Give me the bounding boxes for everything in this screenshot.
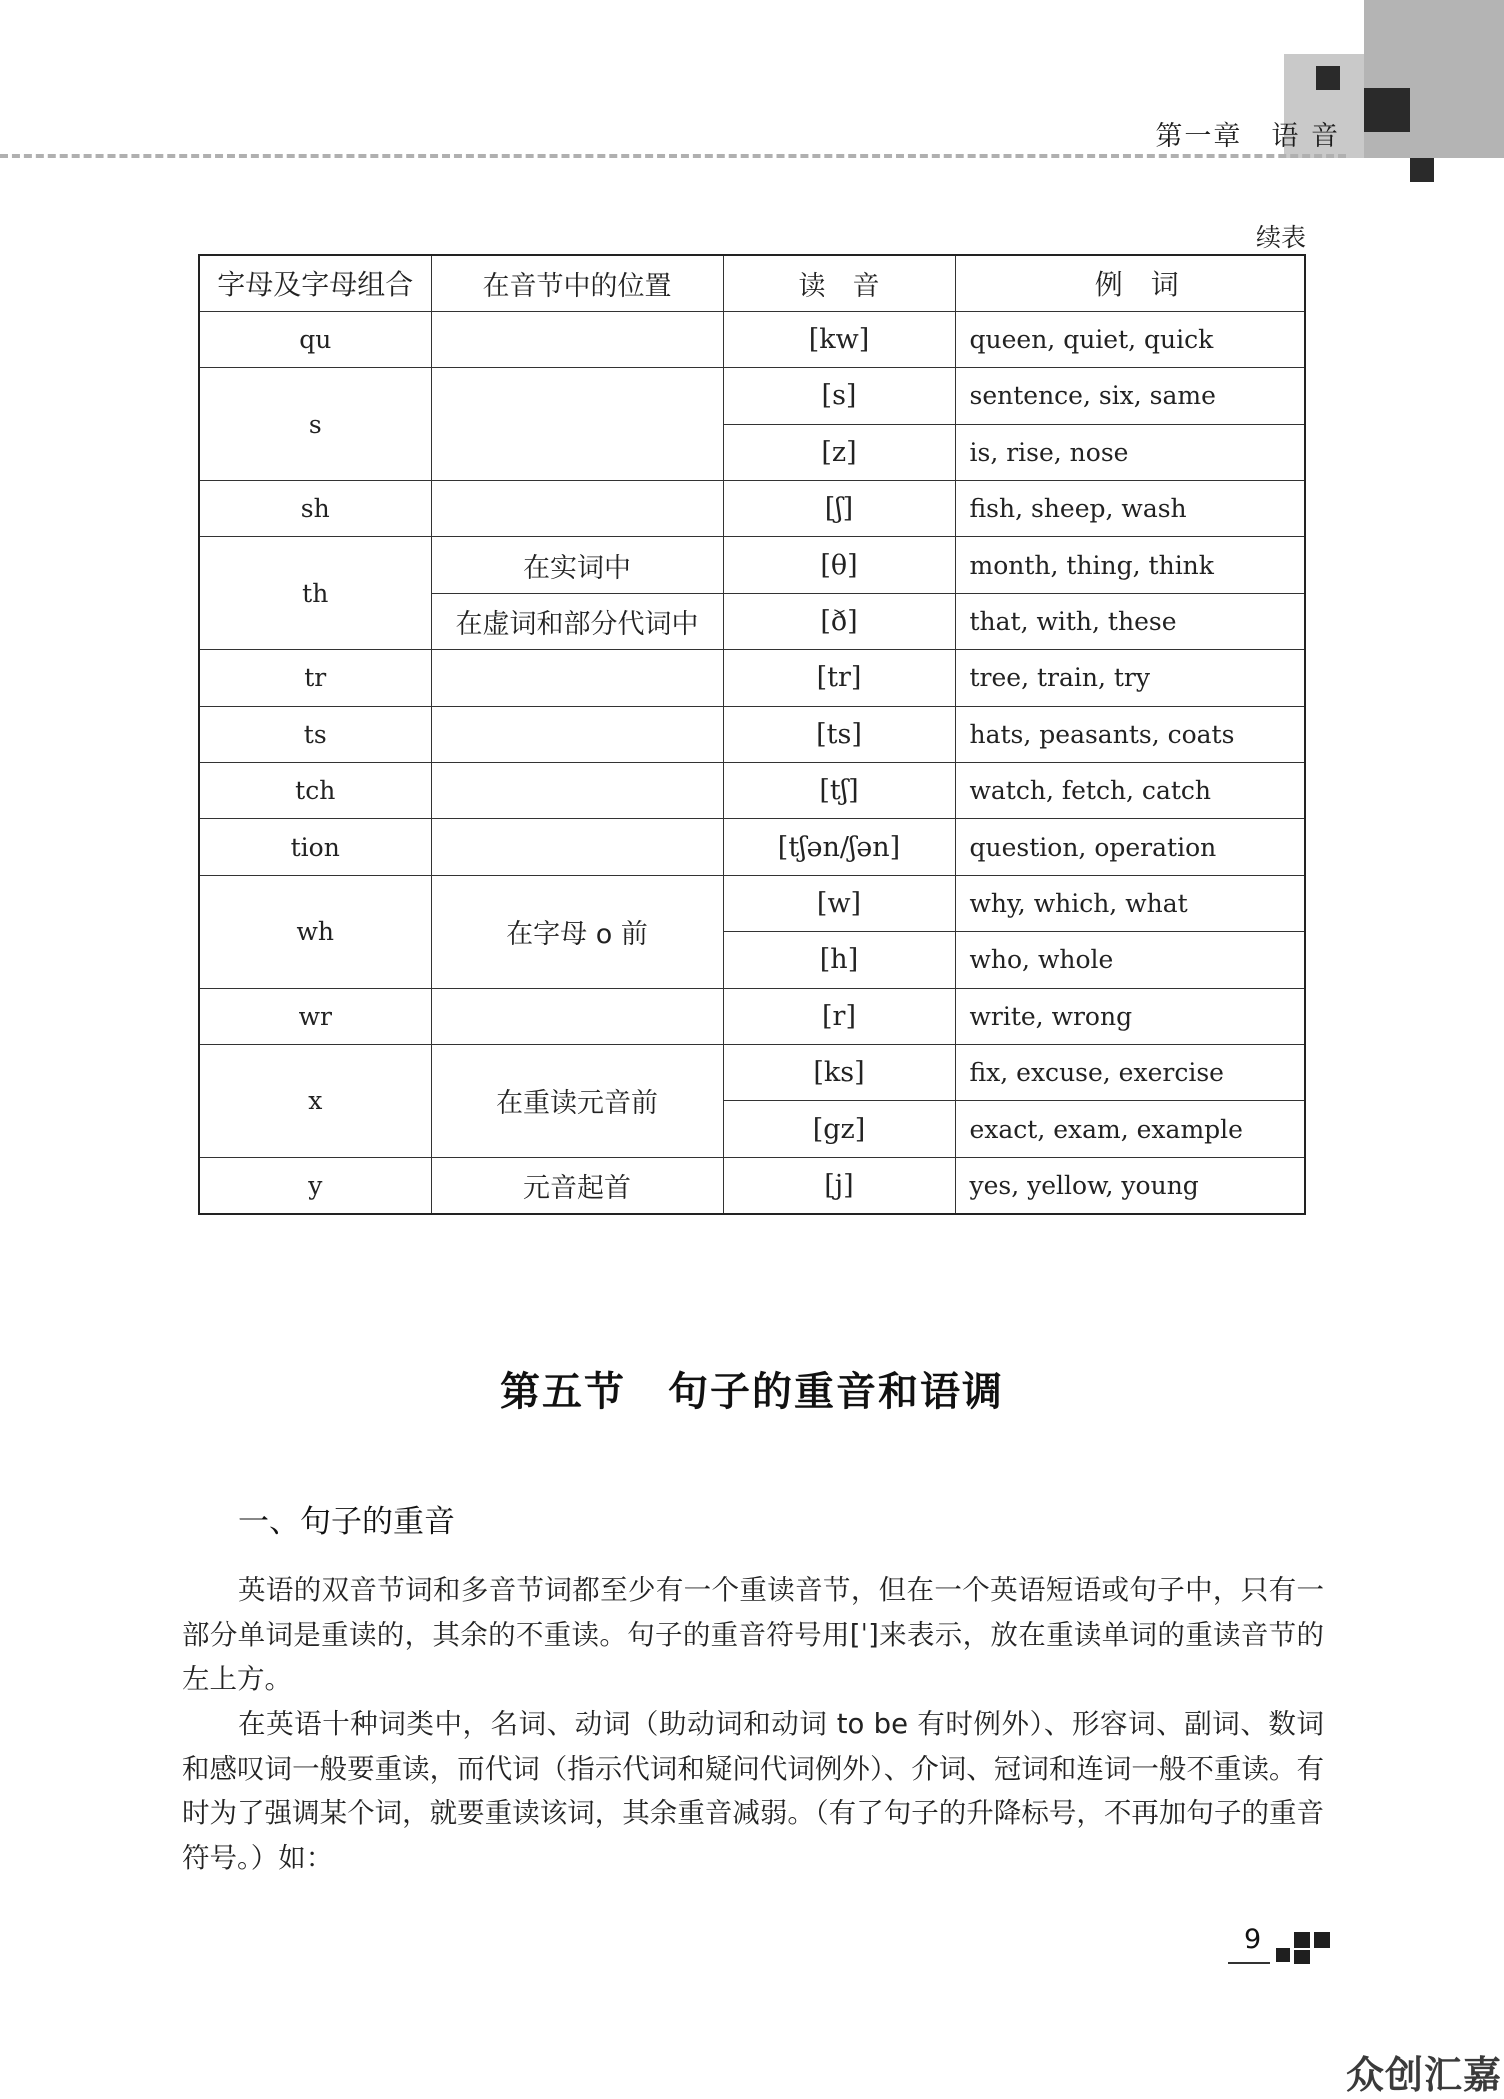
examples-cell: why, which, what bbox=[955, 875, 1305, 931]
examples-cell: hats, peasants, coats bbox=[955, 706, 1305, 762]
examples-cell: who, whole bbox=[955, 932, 1305, 988]
examples-cell: tree, train, try bbox=[955, 650, 1305, 706]
ipa-cell: [r] bbox=[723, 988, 955, 1044]
table-header-row bbox=[199, 255, 1305, 311]
letter-cell: tr bbox=[199, 650, 431, 706]
examples-cell: queen, quiet, quick bbox=[955, 311, 1305, 367]
position-cell bbox=[431, 706, 723, 762]
examples-cell: exact, exam, example bbox=[955, 1101, 1305, 1157]
table-row bbox=[199, 650, 1305, 706]
table-row bbox=[199, 1044, 1305, 1100]
phonics-table bbox=[198, 254, 1306, 1215]
page-number: 9 bbox=[1244, 1924, 1262, 1955]
position-cell: 在实词中 bbox=[431, 537, 723, 593]
examples-cell: yes, yellow, young bbox=[955, 1157, 1305, 1213]
column-header-examples: 例 词 bbox=[955, 255, 1305, 311]
header-decoration-square-3 bbox=[1410, 158, 1434, 182]
position-cell: 在虚词和部分代词中 bbox=[431, 593, 723, 649]
ipa-cell: [h] bbox=[723, 932, 955, 988]
position-cell bbox=[431, 763, 723, 819]
page-number-underline bbox=[1228, 1962, 1270, 1964]
ipa-cell: [θ] bbox=[723, 537, 955, 593]
table-continued-label: 续表 bbox=[1255, 223, 1306, 252]
letter-cell: sh bbox=[199, 481, 431, 537]
ipa-cell: [w] bbox=[723, 875, 955, 931]
examples-cell: that, with, these bbox=[955, 593, 1305, 649]
ipa-cell: [ʃ] bbox=[723, 481, 955, 537]
paragraph-2: 在英语十种词类中，名词、动词（助动词和动词 to be 有时例外）、形容词、副词、数词和感叹词一般要重读，而代词（指示代词和疑问代词例外）、介词、冠词和连词一般不重读。有时为了强调某个词，就要重读该词，其余重音减弱。（有了句子的升降标号，不再加句子的重音符号。）如： bbox=[182, 1708, 1324, 1874]
table-row bbox=[199, 763, 1305, 819]
page-number-square-4 bbox=[1314, 1932, 1330, 1948]
table-row bbox=[199, 368, 1305, 424]
ipa-cell: [gz] bbox=[723, 1101, 955, 1157]
ipa-cell: [j] bbox=[723, 1157, 955, 1213]
table-row bbox=[199, 1157, 1305, 1213]
page-number-square-3 bbox=[1294, 1950, 1310, 1964]
position-cell: 在重读元音前 bbox=[431, 1044, 723, 1157]
position-cell bbox=[431, 988, 723, 1044]
position-cell bbox=[431, 650, 723, 706]
examples-cell: write, wrong bbox=[955, 988, 1305, 1044]
column-header-letter: 字母及字母组合 bbox=[199, 255, 431, 311]
letter-cell: ts bbox=[199, 706, 431, 762]
paragraph-1: 英语的双音节词和多音节词都至少有一个重读音节，但在一个英语短语或句子中，只有一部分单词是重读的，其余的不重读。句子的重音符号用[ˈ]来表示，放在重读单词的重读音节的左上方。 bbox=[182, 1574, 1324, 1695]
column-header-position: 在音节中的位置 bbox=[431, 255, 723, 311]
ipa-cell: [tʃ] bbox=[723, 763, 955, 819]
subheading: 一、句子的重音 bbox=[238, 1504, 455, 1540]
position-cell bbox=[431, 311, 723, 367]
position-cell: 元音起首 bbox=[431, 1157, 723, 1213]
table-row bbox=[199, 819, 1305, 875]
letter-cell: x bbox=[199, 1044, 431, 1157]
examples-cell: question, operation bbox=[955, 819, 1305, 875]
ipa-cell: [tʃən/ʃən] bbox=[723, 819, 955, 875]
ipa-cell: [ts] bbox=[723, 706, 955, 762]
letter-cell: s bbox=[199, 368, 431, 481]
ipa-cell: [tr] bbox=[723, 650, 955, 706]
letter-cell: tion bbox=[199, 819, 431, 875]
header-dashed-line bbox=[0, 154, 1346, 158]
examples-cell: month, thing, think bbox=[955, 537, 1305, 593]
page-number-square-1 bbox=[1276, 1948, 1290, 1962]
chapter-title: 第一章 语 音 bbox=[1155, 121, 1340, 152]
letter-cell: y bbox=[199, 1157, 431, 1213]
position-cell bbox=[431, 368, 723, 481]
examples-cell: fix, excuse, exercise bbox=[955, 1044, 1305, 1100]
examples-cell: fish, sheep, wash bbox=[955, 481, 1305, 537]
letter-cell: qu bbox=[199, 311, 431, 367]
examples-cell: is, rise, nose bbox=[955, 424, 1305, 480]
section-title: 第五节 句子的重音和语调 bbox=[500, 1368, 1004, 1415]
table-row bbox=[199, 481, 1305, 537]
table-row bbox=[199, 311, 1305, 367]
letter-cell: wr bbox=[199, 988, 431, 1044]
column-header-sound: 读 音 bbox=[723, 255, 955, 311]
examples-cell: watch, fetch, catch bbox=[955, 763, 1305, 819]
watermark-logo: 众创汇嘉 bbox=[1346, 2053, 1503, 2097]
table-row bbox=[199, 706, 1305, 762]
letter-cell: wh bbox=[199, 875, 431, 988]
ipa-cell: [z] bbox=[723, 424, 955, 480]
position-cell bbox=[431, 481, 723, 537]
page-number-square-2 bbox=[1294, 1932, 1310, 1948]
ipa-cell: [s] bbox=[723, 368, 955, 424]
header-decoration-gray-big bbox=[1364, 0, 1504, 158]
table-row bbox=[199, 537, 1305, 593]
header-decoration-square-2 bbox=[1364, 88, 1410, 132]
ipa-cell: [kw] bbox=[723, 311, 955, 367]
position-cell: 在字母 o 前 bbox=[431, 875, 723, 988]
ipa-cell: [ð] bbox=[723, 593, 955, 649]
ipa-cell: [ks] bbox=[723, 1044, 955, 1100]
letter-cell: th bbox=[199, 537, 431, 650]
table-row bbox=[199, 988, 1305, 1044]
header-decoration-square-1 bbox=[1316, 66, 1340, 90]
letter-cell: tch bbox=[199, 763, 431, 819]
position-cell bbox=[431, 819, 723, 875]
table-row bbox=[199, 875, 1305, 931]
examples-cell: sentence, six, same bbox=[955, 368, 1305, 424]
